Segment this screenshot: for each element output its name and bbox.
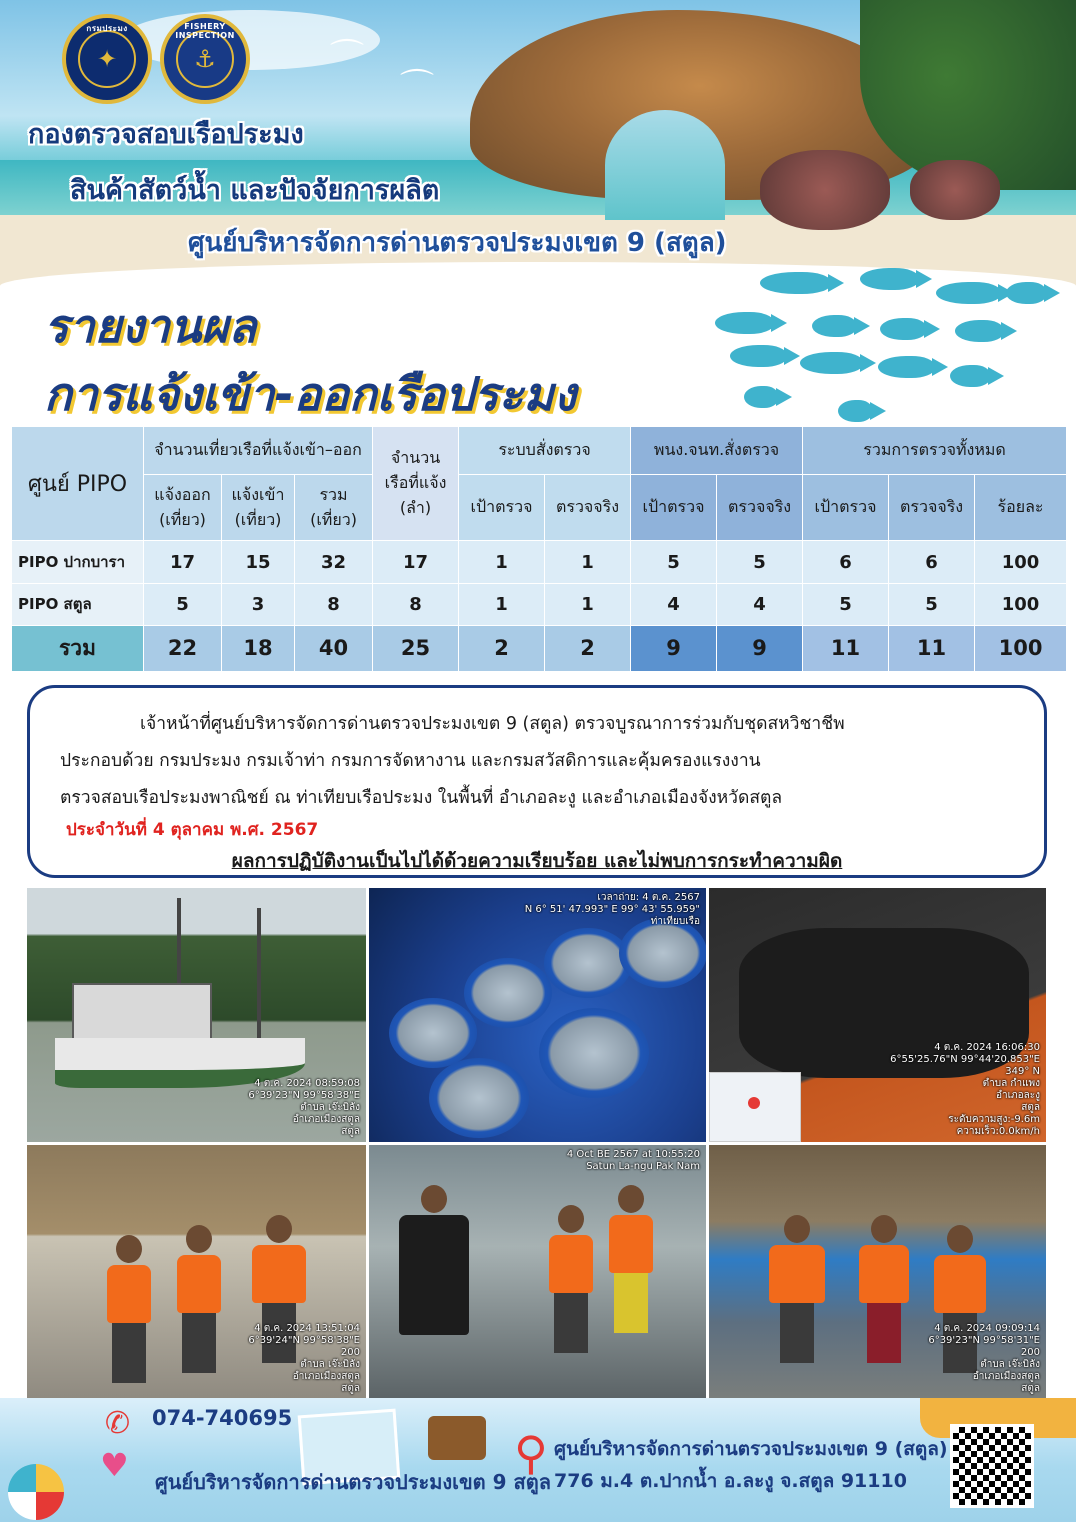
cell-sys-actual: 1 [545,583,631,625]
phone-number[interactable]: 074-740695 [152,1406,293,1430]
photo-fishing-nets [709,888,1046,1142]
summary-paragraph: เจ้าหน้าที่ศูนย์บริหารจัดการด่านตรวจประมงเขต 9 (สตูล) ตรวจบูรณาการร่วมกับชุดสหวิชาชีพ ประกอบด้วย กรมประมง กรมเจ้าท่า กรมการจัดหางาน และกรมสวัสดิการและคุ้มครองแรงงาน ตรวจสอบเรือประมงพาณิชย์ ณ ท่าเทียบเรือประมง ในพื้นที่ อำเภอละงู และอำเภอเมืองจังหวัดสตูล [60,714,845,808]
header-boat-count: จำนวน เรือที่แจ้ง (ลำ) [373,427,459,541]
fish-icon [800,352,862,374]
fish-icon [812,315,856,337]
crew-member [177,1225,221,1375]
location-pin-icon: ⚲ [514,1426,548,1480]
fish-icon [744,386,778,408]
row-name: รวม [12,625,144,671]
center-name: ศูนย์บริหารจัดการด่านตรวจประมงเขต 9 (สตูล) [554,1438,948,1460]
cell-boats: 8 [373,583,459,625]
photo-stamp: 4 Oct BE 2567 at 10:55:20 Satun La-ngu Pak Nam [566,1149,700,1172]
hero-banner [0,0,1076,290]
header-percent: ร้อยละ [975,475,1067,541]
cell-all-target: 5 [803,583,889,625]
report-date: ประจำวันที่ 4 ตุลาคม พ.ศ. 2567 [66,820,319,840]
cell-sys-target: 1 [459,541,545,583]
thumbs-up-icon: ♥ [100,1446,129,1484]
fishery-inspection-logo: FISHERY INSPECTION ⚓ [160,14,250,104]
seagull-icon: ⌒ [400,67,434,107]
beach-ball-icon [8,1464,64,1520]
photo-crew-inspection-2 [709,1145,1046,1399]
header-all-actual: ตรวจจริง [889,475,975,541]
header-off-actual: ตรวจจริง [717,475,803,541]
qr-code[interactable] [950,1424,1034,1508]
summary-box [27,685,1047,878]
rock-arch-opening [605,110,725,220]
cell-out: 5 [144,583,222,625]
table-row [12,583,1067,625]
fish-icon [730,345,786,367]
header-total-trips: รวม (เที่ยว) [295,475,373,541]
cell-boats: 25 [373,625,459,671]
cell-off-target: 9 [631,625,717,671]
cell-off-actual: 5 [717,541,803,583]
header-system-inspection: ระบบสั่งตรวจ [459,427,631,475]
fish-icon [880,318,926,340]
department-of-fisheries-logo: กรมประมง ✦ [62,14,152,104]
fish-icon [760,272,830,294]
fish-icon [936,282,1000,304]
title-line-2: สินค้าสัตว์น้ำ และปัจจัยการผลิต [70,175,440,206]
fish-icon [955,320,1003,342]
emblem-icon: ✦ [78,30,136,88]
cell-total: 32 [295,541,373,583]
table-total-row [12,625,1067,671]
crew-member [549,1205,593,1355]
cell-percent: 100 [975,625,1067,671]
fish-icon [878,356,934,378]
photo-stamp: เวลาถ่าย: 4 ต.ค. 2567 N 6° 51' 47.993" E 99° 43' 55.959" ท่าเทียบเรือ [524,892,700,927]
cell-off-target: 4 [631,583,717,625]
header-trip-count: จำนวนเที่ยวเรือที่แจ้งเข้า–ออก [144,427,373,475]
suitcase-icon [428,1416,486,1460]
header-sys-target: เป้าตรวจ [459,475,545,541]
phone-icon: ✆ [105,1406,131,1441]
cell-in: 18 [222,625,295,671]
photo-stamp: 4 ต.ค. 2024 16:06:30 6°55'25.76"N 99°44'20.853"E 349° N ตำบล กำแพง อำเภอละงู สตูล ระดับความสูง:-9.6m ความเร็ว:0.0km/h [890,1042,1040,1137]
boulder [910,160,1000,220]
boulder [760,150,890,230]
cell-off-actual: 4 [717,583,803,625]
crew-member [769,1215,825,1365]
cell-sys-actual: 2 [545,625,631,671]
cell-all-actual: 5 [889,583,975,625]
photo-stamp: 4 ต.ค. 2024 08:59:08 6°39'23"N 99°58'38"E ตำบล เจ๊ะบิลัง อำเภอเมืองสตูล สตูล [248,1078,360,1137]
crew-member [859,1215,909,1365]
cell-out: 22 [144,625,222,671]
crew-member [609,1185,653,1335]
seagull-icon: ⌒ [330,37,364,77]
cell-all-actual: 6 [889,541,975,583]
header-pipo: ศูนย์ PIPO [12,427,144,541]
fish-icon [715,312,773,334]
cell-in: 3 [222,583,295,625]
officer [399,1185,469,1395]
table-row [12,541,1067,583]
photo-stamp: 4 ต.ค. 2024 13:51:04 6°39'24"N 99°58'38"E 200 ตำบล เจ๊ะบิลัง อำเภอเมืองสตูล สตูล [248,1323,360,1394]
cell-percent: 100 [975,583,1067,625]
header-out: แจ้งออก (เที่ยว) [144,475,222,541]
report-title-2: การแจ้งเข้า-ออกเรือประมง [44,367,577,421]
cell-out: 17 [144,541,222,583]
anchor-icon: ⚓ [176,30,234,88]
row-name: PIPO สตูล [12,583,144,625]
fish-icon [860,268,918,290]
fish-icon [950,365,990,387]
cell-percent: 100 [975,541,1067,583]
cell-in: 15 [222,541,295,583]
cell-sys-target: 1 [459,583,545,625]
cell-sys-target: 2 [459,625,545,671]
header-sys-actual: ตรวจจริง [545,475,631,541]
title-line-1: กองตรวจสอบเรือประมง [28,119,304,150]
header-in: แจ้งเข้า (เที่ยว) [222,475,295,541]
report-title-1: รายงานผล [44,299,257,353]
photo-fishing-boat [27,888,366,1142]
cell-all-actual: 11 [889,625,975,671]
cell-total: 40 [295,625,373,671]
result-statement: ผลการปฏิบัติงานเป็นไปได้ด้วยความเรียบร้อย และไม่พบการกระทำความผิด [231,850,843,872]
cell-all-target: 11 [803,625,889,671]
contact-footer [0,1398,1076,1522]
cell-boats: 17 [373,541,459,583]
fish-icon [1006,282,1046,304]
cell-all-target: 6 [803,541,889,583]
facebook-page-link[interactable]: ศูนย์บริหารจัดการด่านตรวจประมงเขต 9 สตูล [155,1470,551,1494]
row-name: PIPO ปากบารา [12,541,144,583]
cell-off-actual: 9 [717,625,803,671]
header-all-target: เป้าตรวจ [803,475,889,541]
fish-icon [838,400,872,422]
address: 776 ม.4 ต.ปากน้ำ อ.ละงู จ.สตูล 91110 [554,1470,907,1492]
cell-total: 8 [295,583,373,625]
boat-cabin [72,983,212,1043]
header-officer-inspection: พนง.จนท.สั่งตรวจ [631,427,803,475]
crew-member [107,1235,151,1385]
header-off-target: เป้าตรวจ [631,475,717,541]
cell-sys-actual: 1 [545,541,631,583]
header-total-inspection: รวมการตรวจทั้งหมด [803,427,1067,475]
cell-off-target: 5 [631,541,717,583]
map-inset [709,1072,801,1142]
photo-fish-buckets [369,888,706,1142]
vessel-report-table [11,426,1067,672]
photo-crew-inspection-1 [27,1145,366,1399]
photo-document-check [369,1145,706,1399]
title-line-3: ศูนย์บริหารจัดการด่านตรวจประมงเขต 9 (สตูล) [188,228,727,258]
photo-stamp: 4 ต.ค. 2024 09:09:14 6°39'23"N 99°58'31"E 200 ตำบล เจ๊ะบิลัง อำเภอเมืองสตูล สตูล [928,1323,1040,1394]
